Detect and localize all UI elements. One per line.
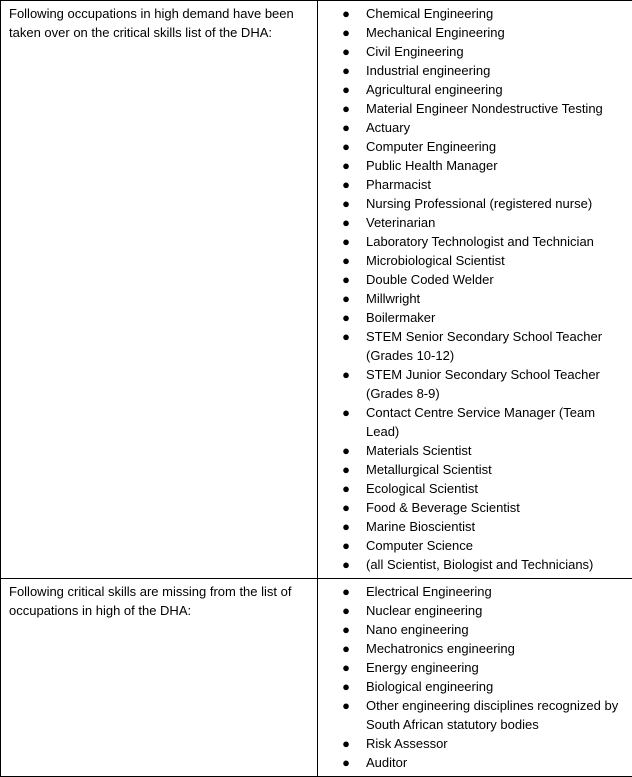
list-item-text: Metallurgical Scientist (366, 462, 492, 477)
row-list-cell (318, 1, 632, 579)
list-item (326, 156, 626, 175)
bullet-icon: ● (342, 253, 350, 268)
list-item (326, 99, 626, 118)
bullet-icon: ● (342, 215, 350, 230)
list-item (326, 308, 626, 327)
bullet-icon: ● (342, 443, 350, 458)
bullet-icon: ● (342, 622, 350, 637)
bullet-icon: ● (342, 500, 350, 515)
list-item (326, 555, 626, 574)
list-item (326, 194, 626, 213)
list-item (326, 582, 626, 601)
list-item (326, 365, 626, 403)
bullet-icon: ● (342, 584, 350, 599)
bullet-icon: ● (342, 234, 350, 249)
list-item-text: Mechatronics engineering (366, 641, 515, 656)
bullet-icon: ● (342, 120, 350, 135)
bullet-icon: ● (342, 44, 350, 59)
bullet-icon: ● (342, 177, 350, 192)
bullet-icon: ● (342, 698, 350, 713)
table-row-missing (1, 579, 632, 777)
bullet-icon: ● (342, 405, 350, 420)
list-item-text: Boilermaker (366, 310, 436, 325)
bullet-icon: ● (342, 519, 350, 534)
bullet-icon: ● (342, 139, 350, 154)
row-description-cell (1, 1, 318, 579)
list-item-text: Biological engineering (366, 679, 494, 694)
occupation-list (326, 582, 626, 772)
list-item-text: Food & Beverage Scientist (366, 500, 520, 515)
row-list-cell (318, 579, 632, 777)
list-item-text: Pharmacist (366, 177, 432, 192)
list-item-text: STEM Senior Secondary School Teacher (Grades 10-12) (366, 329, 603, 363)
list-item (326, 213, 626, 232)
list-item-text: Energy engineering (366, 660, 479, 675)
list-item (326, 479, 626, 498)
bullet-icon: ● (342, 196, 350, 211)
list-item (326, 327, 626, 365)
list-item-text: Marine Bioscientist (366, 519, 476, 534)
list-item-text: Chemical Engineering (366, 6, 494, 21)
bullet-icon: ● (342, 367, 350, 382)
list-item (326, 639, 626, 658)
bullet-icon: ● (342, 25, 350, 40)
list-item (326, 403, 626, 441)
list-item (326, 23, 626, 42)
list-item-text: Other engineering disciplines recognized by South African statutory bodies (366, 698, 619, 732)
list-item (326, 460, 626, 479)
list-item (326, 251, 626, 270)
list-item (326, 175, 626, 194)
list-item-text: (all Scientist, Biologist and Technicians) (366, 557, 594, 572)
bullet-icon: ● (342, 679, 350, 694)
list-item-text: Electrical Engineering (366, 584, 492, 599)
bullet-icon: ● (342, 310, 350, 325)
bullet-icon: ● (342, 462, 350, 477)
list-item (326, 118, 626, 137)
list-item-text: Microbiological Scientist (366, 253, 505, 268)
row-description: Following occupations in high demand have been taken over on the critical skills list of the DHA: (9, 6, 294, 40)
list-item (326, 677, 626, 696)
list-item-text: Risk Assessor (366, 736, 448, 751)
list-item-text: Computer Engineering (366, 139, 497, 154)
list-item-text: Nano engineering (366, 622, 469, 637)
list-item (326, 536, 626, 555)
bullet-icon: ● (342, 329, 350, 344)
list-item (326, 232, 626, 251)
list-item-text: Agricultural engineering (366, 82, 503, 97)
list-item (326, 137, 626, 156)
bullet-icon: ● (342, 641, 350, 656)
bullet-icon: ● (342, 158, 350, 173)
list-item (326, 498, 626, 517)
list-item (326, 441, 626, 460)
list-item-text: Ecological Scientist (366, 481, 478, 496)
list-item-text: Veterinarian (366, 215, 436, 230)
bullet-icon: ● (342, 557, 350, 572)
bullet-icon: ● (342, 603, 350, 618)
list-item-text: Actuary (366, 120, 411, 135)
row-description-cell (1, 579, 318, 777)
list-item-text: Public Health Manager (366, 158, 498, 173)
bullet-icon: ● (342, 660, 350, 675)
list-item (326, 753, 626, 772)
bullet-icon: ● (342, 272, 350, 287)
list-item-text: Auditor (366, 755, 408, 770)
bullet-icon: ● (342, 6, 350, 21)
bullet-icon: ● (342, 755, 350, 770)
bullet-icon: ● (342, 82, 350, 97)
list-item (326, 270, 626, 289)
list-item-text: Double Coded Welder (366, 272, 494, 287)
bullet-icon: ● (342, 481, 350, 496)
list-item-text: Materials Scientist (366, 443, 472, 458)
list-item-text: Nursing Professional (registered nurse) (366, 196, 593, 211)
list-item-text: Industrial engineering (366, 63, 491, 78)
list-item-text: Contact Centre Service Manager (Team Lead) (366, 405, 596, 439)
bullet-icon: ● (342, 538, 350, 553)
list-item (326, 80, 626, 99)
table-row-taken-over (1, 1, 632, 579)
occupation-list (326, 4, 626, 574)
list-item-text: Millwright (366, 291, 421, 306)
list-item (326, 61, 626, 80)
list-item-text: STEM Junior Secondary School Teacher (Grades 8-9) (366, 367, 600, 401)
list-item-text: Laboratory Technologist and Technician (366, 234, 594, 249)
list-item (326, 4, 626, 23)
list-item-text: Nuclear engineering (366, 603, 483, 618)
bullet-icon: ● (342, 736, 350, 751)
list-item (326, 696, 626, 734)
row-description: Following critical skills are missing from the list of occupations in high of the DHA: (9, 584, 292, 618)
bullet-icon: ● (342, 63, 350, 78)
list-item (326, 42, 626, 61)
list-item (326, 658, 626, 677)
list-item-text: Mechanical Engineering (366, 25, 505, 40)
list-item (326, 289, 626, 308)
list-item (326, 734, 626, 753)
list-item-text: Computer Science (366, 538, 473, 553)
list-item (326, 620, 626, 639)
bullet-icon: ● (342, 101, 350, 116)
list-item-text: Civil Engineering (366, 44, 464, 59)
list-item (326, 517, 626, 536)
list-item-text: Material Engineer Nondestructive Testing (366, 101, 603, 116)
bullet-icon: ● (342, 291, 350, 306)
list-item (326, 601, 626, 620)
